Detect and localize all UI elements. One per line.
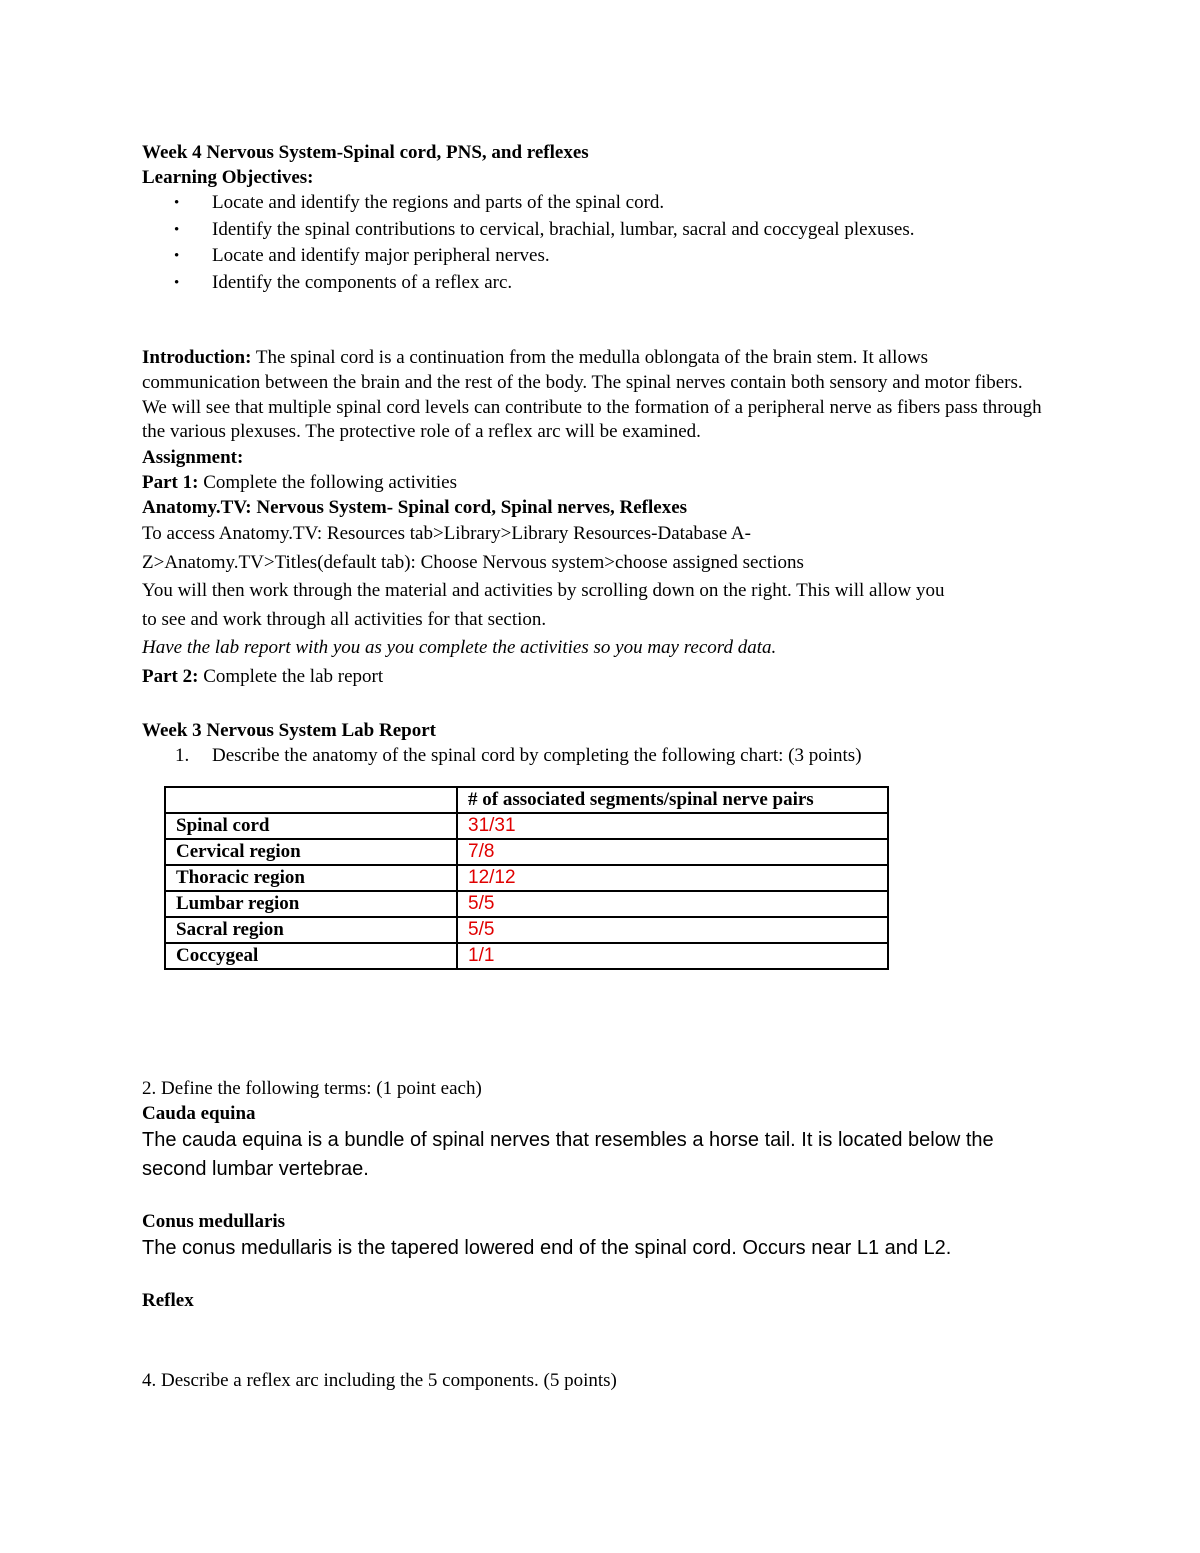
work-line: to see and work through all activities for that section.: [142, 608, 547, 630]
list-item: • Locate and identify the regions and parts of the spinal cord.: [142, 190, 1062, 217]
table-row: [165, 813, 888, 839]
assignment-label: Assignment:: [142, 447, 244, 469]
question-4: 4. Describe a reflex arc including the 5 components. (5 points): [142, 1370, 617, 1392]
table-column-header: # of associated segments/spinal nerve pairs: [457, 787, 888, 813]
introduction-paragraph: [142, 346, 1047, 445]
cauda-equina-label: Cauda equina: [142, 1103, 256, 1125]
reflex-label: Reflex: [142, 1290, 194, 1312]
row-value: 7/8: [457, 839, 888, 865]
part1-text: Complete the following activities: [198, 472, 458, 494]
part2-text: Complete the lab report: [198, 665, 384, 687]
introduction-text: The spinal cord is a continuation from the medulla oblongata of the brain stem. It allows communication between the brain and the rest of the body. The spinal nerves contain both sensory and motor fibers. We will see that multiple spinal cord levels can contribute to the formation of a peripheral nerve as fibers pass through the various plexuses. The protective role of a reflex arc will be examined.: [142, 347, 1042, 443]
row-label: Thoracic region: [165, 865, 457, 891]
conus-medullaris-definition: The conus medullaris is the tapered lowered end of the spinal cord. Occurs near L1 and L2.: [142, 1237, 952, 1260]
table-row: [165, 839, 888, 865]
part2-line: [142, 663, 1062, 692]
list-item: • Locate and identify major peripheral nerves.: [142, 243, 1062, 270]
row-label: Sacral region: [165, 917, 457, 943]
row-value: 5/5: [457, 891, 888, 917]
table-corner-cell: [165, 787, 457, 813]
table-row: [165, 891, 888, 917]
bullet-icon: •: [174, 195, 180, 211]
bullet-icon: •: [174, 221, 180, 238]
question-text: Describe the anatomy of the spinal cord by completing the following chart: (3 points): [212, 745, 862, 767]
cauda-equina-definition: The cauda equina is a bundle of spinal nerves that resembles a horse tail. It is located below the second lumbar vertebrae.: [142, 1129, 994, 1181]
table-row: [165, 943, 888, 969]
italic-note: Have the lab report with you as you complete the activities so you may record data.: [142, 637, 777, 659]
access-line: To access Anatomy.TV: Resources tab>Library>Library Resources-Database A-: [142, 523, 751, 545]
row-value: 5/5: [457, 917, 888, 943]
table-row: [165, 917, 888, 943]
table-header-row: [165, 787, 888, 813]
introduction-label: Introduction:: [142, 347, 252, 368]
row-label: Cervical region: [165, 839, 457, 865]
conus-medullaris-label: Conus medullaris: [142, 1211, 286, 1233]
anatomy-tv-heading: Anatomy.TV: Nervous System- Spinal cord, Spinal nerves, Reflexes: [142, 497, 688, 519]
row-label: Coccygeal: [165, 943, 457, 969]
row-label: Lumbar region: [165, 891, 457, 917]
table-row: [165, 865, 888, 891]
row-value: 1/1: [457, 943, 888, 969]
list-item: • Identify the spinal contributions to cervical, brachial, lumbar, sacral and coccygeal plexuses.: [142, 217, 1062, 244]
bullet-icon: •: [174, 274, 180, 291]
bullet-icon: •: [174, 248, 180, 264]
row-value: 12/12: [457, 865, 888, 891]
lab-report-title: Week 3 Nervous System Lab Report: [142, 720, 436, 742]
row-value: 31/31: [457, 813, 888, 839]
question-1: [142, 743, 1062, 768]
learning-objectives-label: Learning Objectives:: [142, 167, 314, 188]
spinal-cord-chart: [164, 786, 889, 970]
document-page: [142, 140, 1062, 1393]
list-item: • Identify the components of a reflex arc.: [142, 270, 1062, 297]
document-title: Week 4 Nervous System-Spinal cord, PNS, and reflexes: [142, 142, 589, 163]
work-line: You will then work through the material and activities by scrolling down on the right. This will allow you: [142, 580, 945, 602]
part1-line: [142, 470, 1062, 495]
part1-label: Part 1:: [142, 472, 199, 494]
objectives-list: [142, 190, 1062, 296]
question-number: 1.: [175, 745, 190, 767]
question-2: 2. Define the following terms: (1 point each): [142, 1078, 482, 1100]
part2-label: Part 2:: [142, 665, 199, 687]
row-label: Spinal cord: [165, 813, 457, 839]
access-line: Z>Anatomy.TV>Titles(default tab): Choose Nervous system>choose assigned sections: [142, 551, 804, 573]
access-instructions: [142, 520, 1062, 691]
